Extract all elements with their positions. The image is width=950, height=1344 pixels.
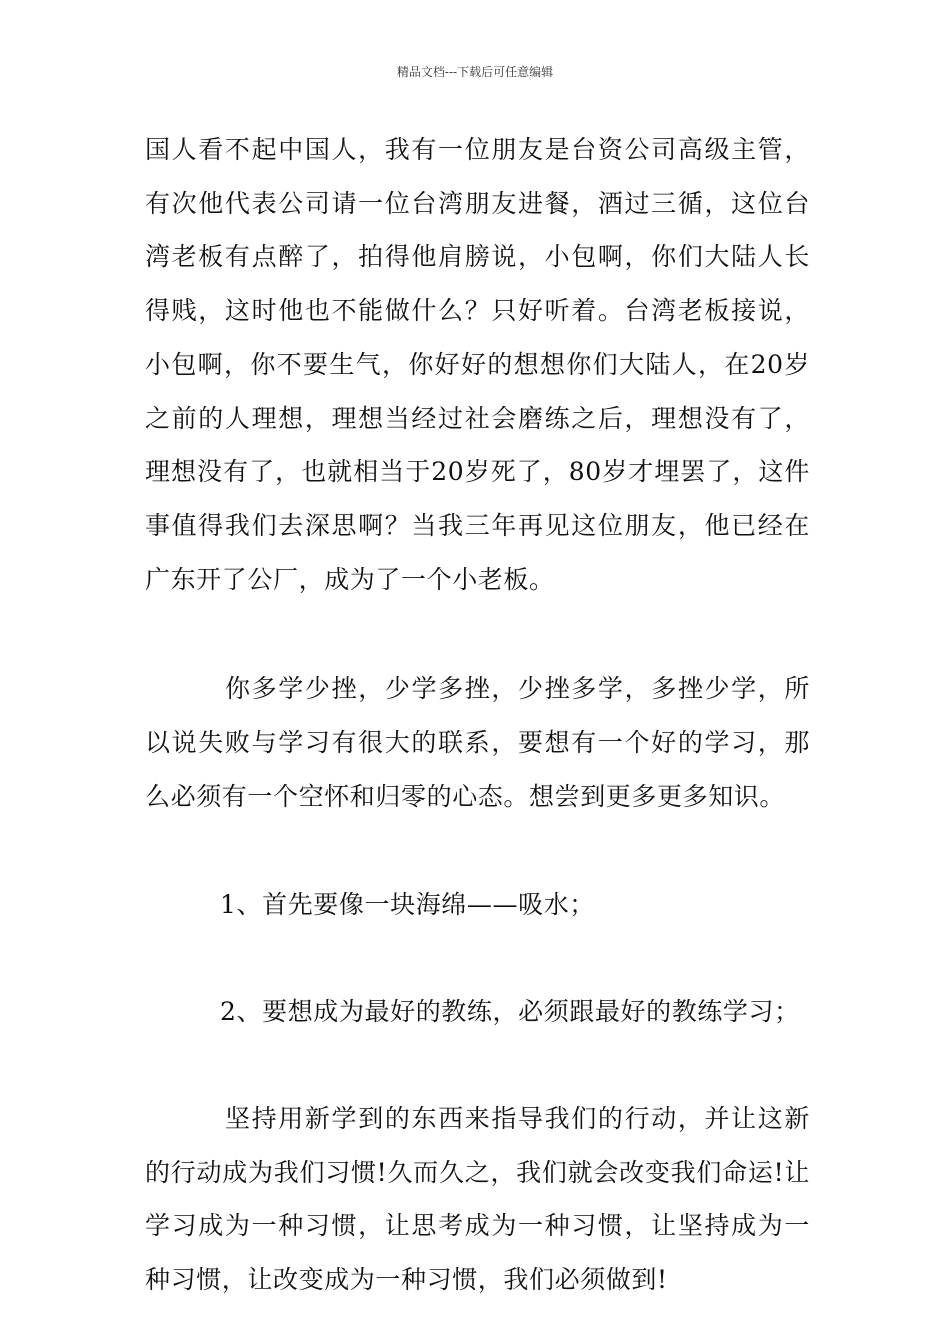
page-header: 精品文档---下载后可任意编辑 — [396, 65, 554, 79]
paragraph-2: 你多学少挫，少学多挫，少挫多学，多挫少学，所以说失败与学习有很大的联系，要想有一个好的学习，那么必须有一个空怀和归零的心态。想尝到更多更多知识。 — [145, 674, 810, 811]
document-body — [145, 123, 810, 1307]
list-item-1: 1、首先要像一块海绵——吸水； — [220, 890, 595, 920]
list-item-2: 2、要想成为最好的教练，必须跟最好的教练学习； — [220, 997, 800, 1027]
paragraph-3: 坚持用新学到的东西来指导我们的行动，并让这新的行动成为我们习惯!久而久之，我们就会改变我们命运!让学习成为一种习惯，让思考成为一种习惯，让坚持成为一种习惯，让改变成为一种习惯，我们必须做到! — [145, 1103, 810, 1294]
paragraph-1: 国人看不起中国人，我有一位朋友是台资公司高级主管，有次他代表公司请一位台湾朋友进餐，酒过三循，这位台湾老板有点醉了，拍得他肩膀说，小包啊，你们大陆人长得贱，这时他也不能做什么？只好听着。台湾老板接说，小包啊，你不要生气，你好好的想想你们大陆人，在20岁之前的人理想，理想当经过社会磨练之后，理想没有了，理想没有了，也就相当于20岁死了，80岁才埋罢了，这件事值得我们去深思啊？当我三年再见这位朋友，他已经在广东开了公厂，成为了一个小老板。 — [145, 135, 810, 594]
